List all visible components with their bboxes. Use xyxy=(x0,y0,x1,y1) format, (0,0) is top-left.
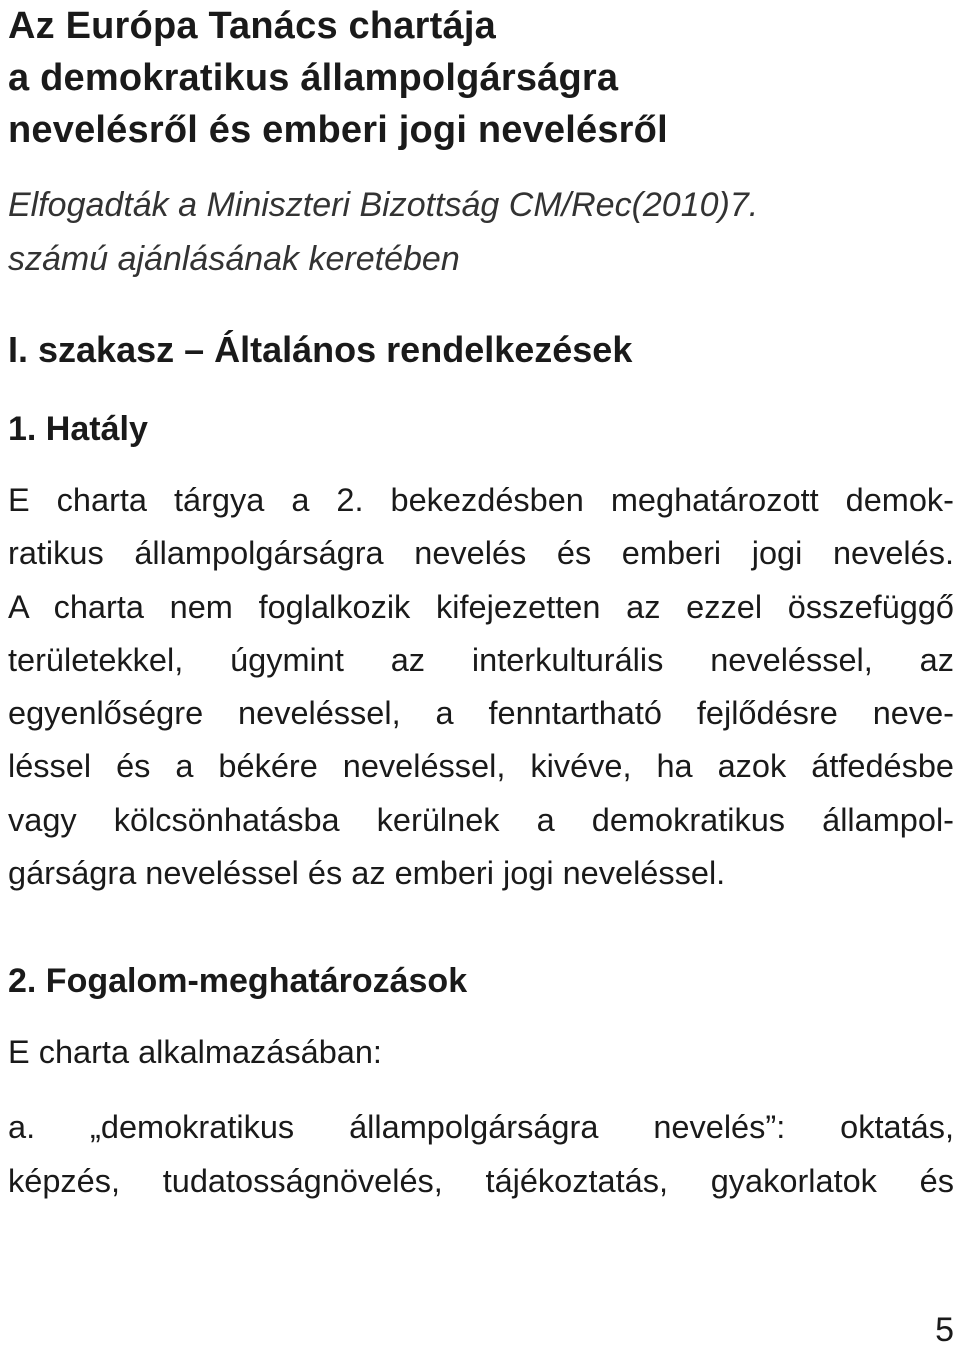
document-page xyxy=(8,0,954,1208)
page-number: 5 xyxy=(935,1311,954,1349)
body-line: egyenlőségre neveléssel, a fenntartható fejlődésre neve- xyxy=(8,695,954,732)
list-line: képzés, tudatosságnövelés, tájékoztatás, gyakorlatok és xyxy=(8,1162,954,1199)
subtitle-line: számú ajánlásának keretében xyxy=(8,240,460,278)
article-1-body xyxy=(8,474,954,900)
document-title xyxy=(8,0,954,156)
article-2-heading: 2. Fogalom-meghatározások xyxy=(8,962,468,1001)
body-line: A charta nem foglalkozik kifejezetten az ezzel összefüggő xyxy=(8,588,954,625)
title-line: a demokratikus állampolgárságra xyxy=(8,57,619,99)
body-line: gárságra neveléssel és az emberi jogi neveléssel. xyxy=(8,855,726,892)
adoption-note xyxy=(8,178,954,286)
definition-item-a xyxy=(8,1101,954,1208)
article-2-intro: E charta alkalmazásában: xyxy=(8,1034,382,1071)
body-line: területekkel, úgymint az interkulturális neveléssel, az xyxy=(8,641,954,678)
title-line: nevelésről és emberi jogi nevelésről xyxy=(8,109,668,151)
body-line: vagy kölcsönhatásba kerülnek a demokratikus állampol- xyxy=(8,801,954,838)
body-line: ratikus állampolgárságra nevelés és emberi jogi nevelés. xyxy=(8,535,954,572)
section-heading: I. szakasz – Általános rendelkezések xyxy=(8,329,633,370)
title-line: Az Európa Tanács chartája xyxy=(8,5,496,47)
list-line: a. „demokratikus állampolgárságra nevelés”: oktatás, xyxy=(8,1109,954,1146)
subtitle-line: Elfogadták a Miniszteri Bizottság CM/Rec(2010)7. xyxy=(8,186,759,224)
body-line: E charta tárgya a 2. bekezdésben meghatározott demok- xyxy=(8,482,954,518)
article-1-heading: 1. Hatály xyxy=(8,410,148,448)
body-line: léssel és a békére neveléssel, kivéve, ha azok átfedésbe xyxy=(8,748,954,785)
